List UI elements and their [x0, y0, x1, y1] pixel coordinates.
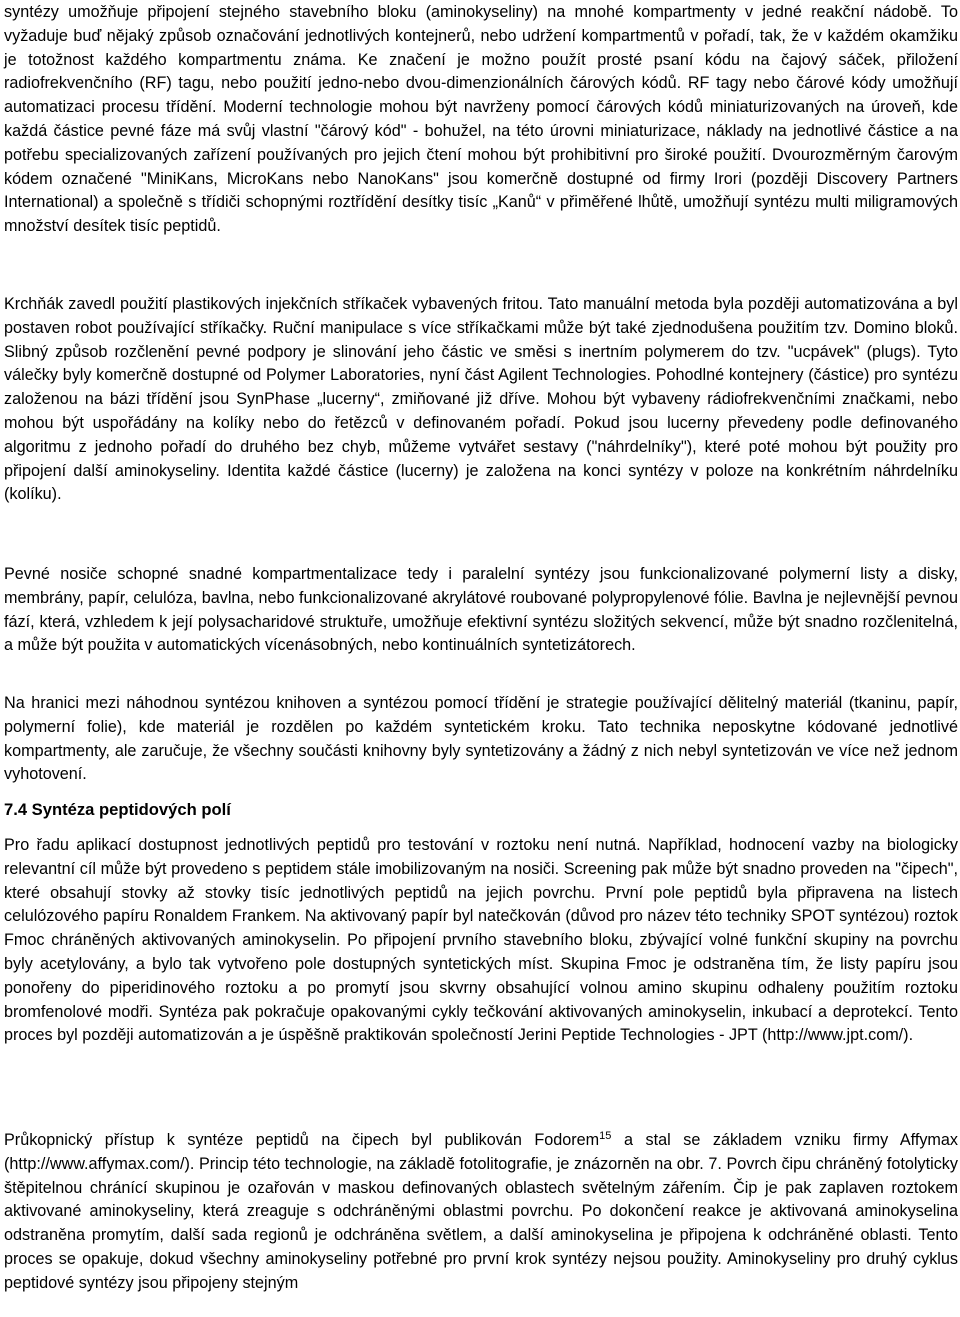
paragraph-peptide-arrays: Pro řadu aplikací dostupnost jednotlivých peptidů pro testování v roztoku není nutná. Například, hodnocení vazby na biologicky relevantní cíl může být provedeno s peptidem stále imobilizovaným na nosiči. Screening pak může být snadno proveden na "čipech", které obsahují stovky až stovky tisíc jednotlivých peptidů na jejich povrchu. První pole peptidů byla připravena na listech celulózového papíru Ronaldem Frankem. Na aktivovaný papír byl natečkován (důvod pro název této techniky SPOT syntézou) roztok Fmoc chráněných aktivovaných aminokyselin. Po připojení prvního stavebního bloku, zbývající volné funkční skupiny na povrchu byly acetylovány, a bylo tak vytvořeno pole dostupných syntetických míst. Skupina Fmoc je odstraněna tím, že listy papíru jsou ponořeny do piperidinového roztoku a po promytí jsou skvrny obsahující volnou amino skupinu odhaleny použitím roztoku bromfenolové modři. Syntéza pak pokračuje opakovanými cykly tečkování aktivovaných aminokyselin, inkubací a deprotekcí. Tento proces byl později automatizován a je úspěšně praktikován společností Jerini Peptide Technologies - JPT (http://www.jpt.com/). — [4, 836, 958, 1045]
paragraph-solid-supports: Pevné nosiče schopné snadné kompartmentalizace tedy i paralelní syntézy jsou funkcionalizované polymerní listy a disky, membrány, papír, celulóza, bavlna, nebo funkcionalizované akrylátové roubované polypropylenové fólie. Bavlna je nejlevnější pevnou fází, která, vzhledem k její polysacharidové struktuře, umožňuje efektivní syntézu složitých sekvencí, může být snadno rozčlenitelná, a může být použita v automatických vícenásobných, nebo kontinuálních syntetizátorech. — [4, 565, 958, 655]
paragraph-text-rest: a stal se základem vzniku firmy Affymax (http://www.affymax.com/). Princip této technologie, na základě fotolitografie, je znázorněn na obr. 7. Povrch čipu chráněný fotolyticky štěpitelnou chránící skupinou je ozařován v maskou definovaných oblastech světelným zářením. Čip je pak zaplaven roztokem aktivované aminokyseliny, která zreaguje s odchráněnými oblastmi povrchu. Po dokončení reakce je aktivovaná aminokyselina odstraněna promytím, další sada regionů je odchráněna světlem, a další aminokyselina je připojena k odchráněné oblasti. Tento proces se opakuje, dokud všechny aminokyseliny potřebné pro první krok syntézy nejsou použity. Aminokyseliny pro druhý cyklus peptidové syntézy jsou připojeny stejným — [4, 1131, 958, 1292]
paragraph-text-start: Průkopnický přístup k syntéze peptidů na čipech byl publikován Fodorem — [4, 1131, 600, 1149]
paragraph-divisible-material: Na hranici mezi náhodnou syntézou knihoven a syntézou pomocí třídění je strategie používající dělitelný materiál (tkaninu, papír, polymerní folie), kde materiál je rozdělen po každém syntetickém kroku. Tato technika neposkytne kódované jednotlivé kompartmenty, ale zaručuje, že všechny součásti knihovny byly syntetizovány a žádný z nich nebyl syntetizován ve více než jednom vyhotovení. — [4, 694, 958, 784]
paragraph-syringe-synthesis: Krchňák zavedl použití plastikových injekčních stříkaček vybavených fritou. Tato manuální metoda byla později automatizována a byl postaven robot používající stříkačky. Ruční manipulace s více stříkačkami může být také zjednodušena použitím tzv. Domino bloků. Slibný způsob rozčlenění pevné podpory je slinování jeho částic ve směsi s inertním polymerem do tzv. "ucpávek" (plugs). Tyto válečky byly komerčně dostupné od Polymer Laboratories, nyní část Agilent Technologies. Pohodlné kontejnery (částice) pro syntézu založenou na bázi třídění jsou SynPhase „lucerny“, zmiňované již dříve. Mohou být vybaveny rádiofrekvenčními značkami, nebo mohou být uspořádány na kolíky nebo do řetězců v definovaném pořadí. Pokud jsou lucerny převedeny podle definovaného algoritmu z jednoho pořadí do druhého bez chyb, můžeme vytvářet sestavy ("náhrdelníky"), které poté mohou být použity pro připojení další aminokyseliny. Identita každé částice (lucerny) je založena na konci syntézy v poloze na konkrétním náhrdelníku (kolíku). — [4, 295, 958, 504]
paragraph-compartment-coding: syntézy umožňuje připojení stejného stavebního bloku (aminokyseliny) na mnohé kompartmenty v jedné reakční nádobě. To vyžaduje buď nějaký způsob označování jednotlivých kontejnerů, nebo udržení kompartmentů v pořadí, tak, že v každém okamžiku je totožnost každého kompartmentu známa. Ke značení je možno použít prosté psaní kódu na čajový sáček, přiložení radiofrekvenčního (RF) tagu, nebo použití jedno-nebo dvou-dimenzionálních čárových kódů. RF tagy nebo čárové kódy umožňují automatizaci procesu třídění. Moderní technologie mohou být navrženy pomocí čárových kódů miniaturizovaných na úroveň, kde každá částice pevné fáze má svůj vlastní "čárový kód" - bohužel, na této úrovni miniaturizace, náklady na jednotlivé částice a na potřebu specializovaných zařízení používaných pro jejich čtení mohou být prohibitivní pro široké použití. Dvourozměrným čarovým kódem označené "MiniKans, MicroKans nebo NanoKans" jsou komerčně dostupné od firmy Irori (později Discovery Partners International) a společně s třídiči schopnými roztřídění desítky tisíc „Kanů“ v přiměřené lhůtě, umožňují syntézu multi miligramových množství desítek tisíc peptidů. — [4, 3, 958, 236]
paragraph-photolithography — [4, 1129, 958, 1296]
reference-number: 15 — [599, 1130, 612, 1142]
section-heading: 7.4 Syntéza peptidových polí — [4, 800, 231, 819]
